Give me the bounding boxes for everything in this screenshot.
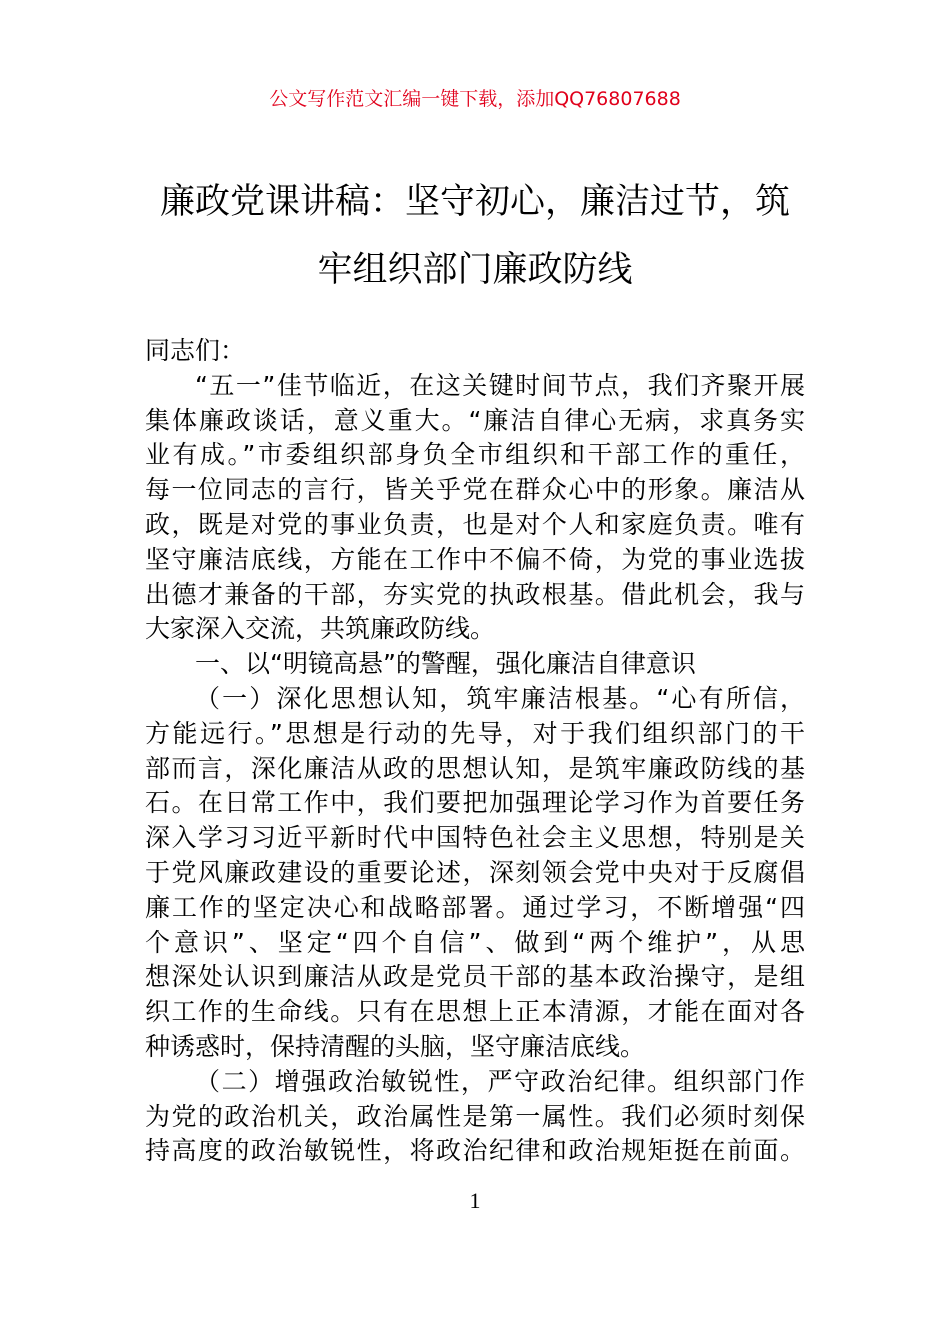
body-text-line: 大家深入交流，共筑廉政防线。 [145,614,496,644]
promo-header: 公文写作范文汇编一键下载，添加QQ76807688 [269,88,681,110]
body-text-line: 同志们： [145,336,246,365]
body-text-line: 业有成。”市委组织部身负全市组织和干部工作的重任， [145,440,805,470]
body-text-line: 出德才兼备的干部，夯实党的执政根基。借此机会，我与 [145,579,805,609]
body-text-line: （一）深化思想认知，筑牢廉洁根基。“心有所信， [195,683,805,713]
body-text-line: 为党的政治机关，政治属性是第一属性。我们必须时刻保 [145,1101,805,1131]
body-text-line: 想深处认识到廉洁从政是党员干部的基本政治操守，是组 [145,962,805,992]
body-text-line: 于党风廉政建设的重要论述，深刻领会党中央对于反腐倡 [145,857,805,887]
body-text-line: 种诱惑时，保持清醒的头脑，坚守廉洁底线。 [145,1031,646,1061]
document-body [145,334,805,1169]
body-text-line: 深入学习习近平新时代中国特色社会主义思想，特别是关 [145,823,805,853]
document-title-line-2: 牢组织部门廉政防线 [317,250,633,290]
page-number: 1 [469,1188,481,1213]
document-title-line-1: 廉政党课讲稿：坚守初心，廉洁过节，筑 [159,182,790,222]
body-text-line: 织工作的生命线。只有在思想上正本清源，才能在面对各 [145,997,805,1027]
body-text-line: 坚守廉洁底线，方能在工作中不偏不倚，为党的事业选拔 [145,544,805,574]
body-text-line: 个意识”、坚定“四个自信”、做到“两个维护”，从思 [145,927,805,957]
body-text-line: 每一位同志的言行，皆关乎党在群众心中的形象。廉洁从 [145,475,805,505]
body-text-line: 部而言，深化廉洁从政的思想认知，是筑牢廉政防线的基 [145,753,805,783]
body-text-line: 集体廉政谈话，意义重大。“廉洁自律心无病，求真务实 [145,405,805,435]
body-text-line: 政，既是对党的事业负责，也是对个人和家庭负责。唯有 [145,509,805,539]
body-text-line: 石。在日常工作中，我们要把加强理论学习作为首要任务 [145,788,805,818]
body-text-line: 持高度的政治敏锐性，将政治纪律和政治规矩挺在前面。 [145,1136,805,1166]
body-text-line: 一、以“明镜高悬”的警醒，强化廉洁自律意识 [195,649,696,679]
body-text-line: 廉工作的坚定决心和战略部署。通过学习，不断增强“四 [145,892,805,922]
body-text-line: （二）增强政治敏锐性，严守政治纪律。组织部门作 [195,1066,805,1096]
body-text-line: 方能远行。”思想是行动的先导，对于我们组织部门的干 [145,718,805,748]
body-text-line: “五一”佳节临近，在这关键时间节点，我们齐聚开展 [195,370,805,400]
